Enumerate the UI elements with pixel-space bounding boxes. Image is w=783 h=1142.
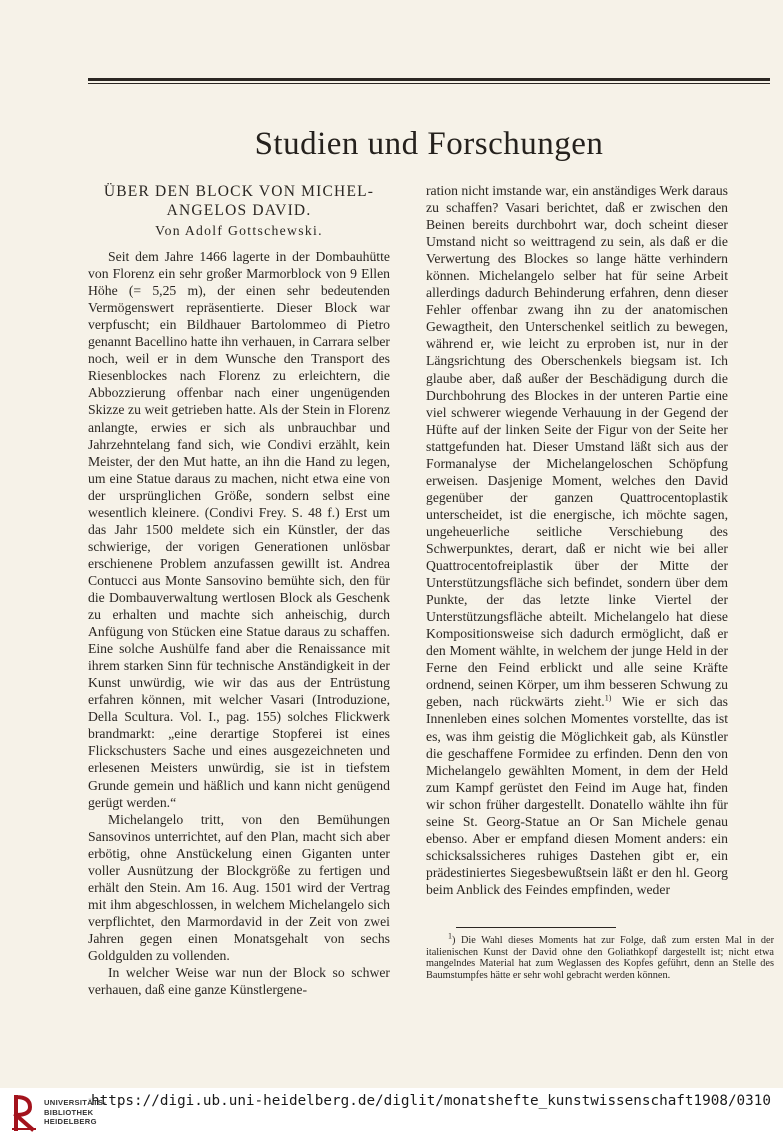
- library-name-line: BIBLIOTHEK: [44, 1107, 94, 1117]
- library-name-line: HEIDELBERG: [44, 1117, 97, 1126]
- left-column: [88, 182, 390, 998]
- paragraph: In welcher Weise war nun der Block so schwer verhauen, daß eine ganze Künstlergene-: [88, 965, 390, 998]
- article-title-line: ANGELOS DAVID.: [166, 202, 312, 219]
- paragraph: Seit dem Jahre 1466 lagerte in der Dombauhütte von Florenz ein sehr großer Marmorblock von 9 Ellen Höhe (= 5,25 m), der einen sehr bedeutenden Vermögenswert repräsentierte. Dieser Block war verpfuscht; ein Bildhauer Bartolommeo di Pietro genannt Bacellino hatte ihn verhauen, in Carrara selber noch, weil er in dem Wunsche den Transport des Riesenblockes nach Florenz zu erleichtern, die Abbozzierung offenbar nach einer ungenügenden Skizze zu weit getrieben hatte. Als der Stein in Florenz anlangte, erwies er sich als unbrauchbar und Jahrzehntelang fand sich, wie Condivi erzählt, kein Meister, der den Mut hatte, an ihn die Hand zu legen, um eine Statue daraus zu machen, nicht etwa eine von der ursprünglichen Größe, sondern selbst eine wesentlich kleinere. (Condivi Frey. S. 48 f.) Erst um das Jahr 1500 meldete sich ein Künstler, der das schwierige, der vorigen Generationen unlösbar erschienene Problem anzufassen gewillt ist. Andrea Contucci aus Monte Sansovino bemühte sich, den für die Dombauverwaltung wertlosen Block als Geschenk zu erhalten und machte sich anheischig, durch Anfügung von Stücken eine Statue daraus zu schaffen. Eine solche Aushülfe fand aber die Renaissance mit ihrem starken Sinn für technische Anständigkeit in der Kunst unwürdig, wie wir das aus der Entrüstung erfahren können, mit welcher Vasari (Introduzione, Della Scultura. Vol. I., pag. 155) solches Flickwerk brandmarkt: „eine derartige Stopferei ist eines Flickschusters Sache und eines ausgezeichneten und erlesenen Meisters unwürdig, sie ist in tiefstem Grunde gemein und häßlich und kann nicht genügend gerügt werden.“: [88, 249, 390, 810]
- paragraph: [426, 182, 728, 898]
- heidelberg-library-logo-icon[interactable]: [10, 1093, 38, 1133]
- footnote-rule: [456, 927, 616, 928]
- paragraph-text: Wie er sich das Innenleben eines solchen Momentes vorstellte, das ist es, was ihm geistig die Möglichkeit gab, als Künstler die geschaffene Formidee zu erfinden. Denn den von Michelangelo gewählten Moment, in dem der Held zum Kampf gerüstet den Feind im Auge hat, finden wir schon früher dargestellt. Donatello wählte ihn für seine St. Georg-Statue an Or San Michele genau ebenso. Aber er empfand diesen Moment anders: ein schicksalssicheres ruhiges Dastehen gibt er, ein prädestiniertes Siegesbewußtsein läßt er den hl. Georg beim Anblick des Feindes empfinden, weder: [426, 694, 728, 897]
- article-byline: Von Adolf Gottschewski.: [155, 223, 323, 238]
- source-url-link[interactable]: https://digi.ub.uni-heidelberg.de/diglit/monatshefte_kunstwissenschaft1908/0310: [91, 1093, 771, 1109]
- article-title-line: ÜBER DEN BLOCK VON MICHEL-: [103, 183, 375, 200]
- right-column: [426, 182, 728, 898]
- paragraph-text: ration nicht imstande war, ein anständiges Werk daraus zu schaffen? Vasari berichtet, daß er zwischen den Beinen bereits durchbohrt war, doch scheint dieser Umstand nicht so weittragend zu sein, als daß er die Verwertung des Blockes so lange hätte verhindern können. Michelangelo selber hat für seine Arbeit allerdings dadurch Behinderung erfahren, denn dieser Fehler offenbar zwang ihn zu der anatomischen Gewagtheit, den Unterschenkel seitlich zu bewegen, während er, wie leicht zu erproben ist, nur in der Längsrichtung des Oberschenkels biegsam ist. Ich glaube aber, daß außer der Beschädigung durch die Durchbohrung des Blockes in der unteren Partie eine viel schwerer wiegende Verhauung in der Gegend der Hüfte auf der linken Seite der Figur von der Seite her stattgefunden hat. Dieser Umstand läßt sich aus der Formanalyse der Michelangeloschen Schöpfung erweisen. Dasjenige Moment, welches den David gegenüber der ganzen Quattrocentoplastik unterscheidet, ist die energische, ich möchte sagen, ungeheuerliche seitliche Verschiebung des Schwerpunktes, derart, daß er nicht wie bei aller Quattrocentofreiplastik über der Mitte der Unterstützungsfläche sich befindet, sondern über dem Punkte, der das letzte linke Viertel der Unterstützungsfläche abteilt. Michelangelo hat diese Kompositionsweise sich dadurch ermöglicht, daß er den Moment wählte, in welchem der junge Held in der Ferne den Feind erblickt und alle seine Kräfte ordnend, seinen Körper, um ihm besseren Schwung zu geben, nach rückwärts zieht.: [426, 183, 728, 710]
- paragraph: Michelangelo tritt, von den Bemühungen Sansovinos unterrichtet, auf den Plan, macht sich aber erbötig, ohne Anstückelung einen Giganten unter voller Ausnützung der Blockgröße zu fertigen und erhält den Stein. Am 16. Aug. 1501 wird der Vertrag mit ihm abgeschlossen, in welchem Michelangelo sich verpflichtet, den Marmordavid in der Zeit von zwei Jahren gegen einen Monatsgehalt von sechs Goldgulden zu vollenden.: [88, 811, 390, 963]
- library-name-line: UNIVERSITÄTS-: [44, 1098, 107, 1107]
- footnote-reference[interactable]: 1): [604, 693, 612, 703]
- section-title: Studien und Forschungen: [254, 126, 604, 162]
- top-rule: [88, 78, 770, 84]
- article-title: [88, 182, 390, 220]
- footnote: [426, 931, 774, 981]
- footnote-text: ) Die Wahl dieses Moments hat zur Folge, daß zum ersten Mal in der italienischen Kunst der David ohne den Goliathkopf dargestellt ist; nicht etwa mangelndes Material hat zum Weglassen des Kopfes geführt, denn an Stelle des Baumstumpfes hätte er sehr wohl gebracht werden können.: [426, 935, 774, 981]
- footnote-marker: 1: [448, 931, 452, 941]
